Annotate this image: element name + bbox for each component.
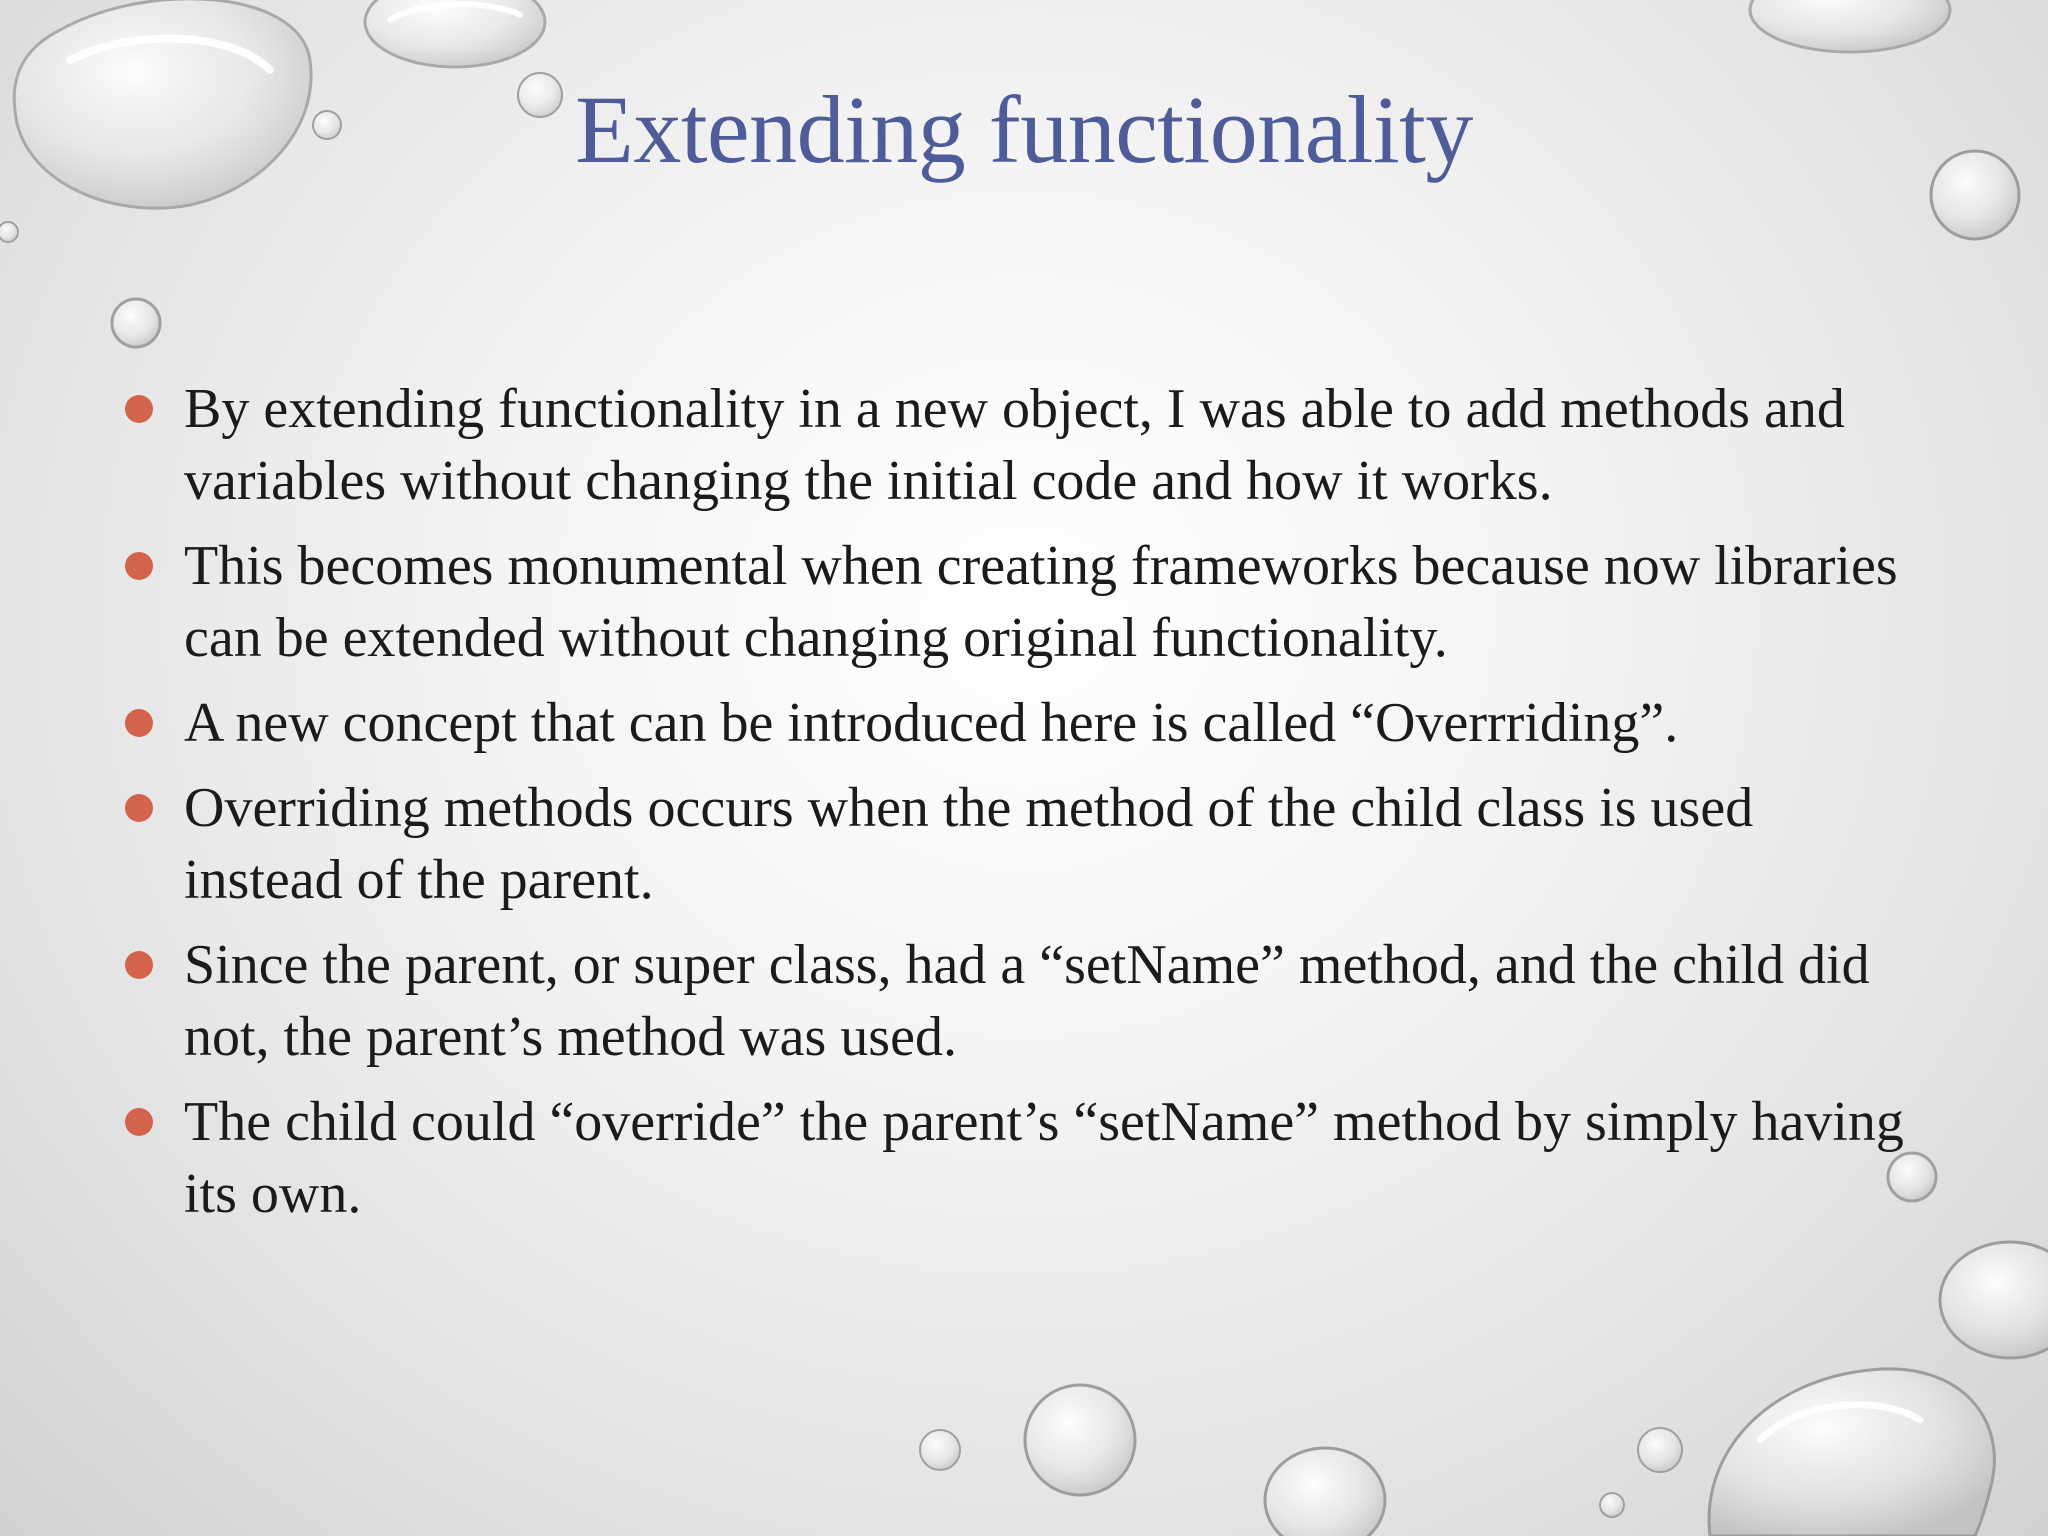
bullet-dot-icon <box>125 709 153 737</box>
bullet-dot-icon <box>125 395 153 423</box>
bullet-item <box>125 373 1905 517</box>
bullet-dot-icon <box>125 1108 153 1136</box>
bullet-dot-icon <box>125 794 153 822</box>
drop-top-right <box>1750 0 1950 52</box>
bullet-text: This becomes monumental when creating frameworks because now libraries can be extended without changing original functionality. <box>184 535 1898 669</box>
bullet-dot-icon <box>125 951 153 979</box>
bullet-item <box>125 772 1905 916</box>
bullet-text: The child could “override” the parent’s “setName” method by simply having its own. <box>184 1091 1904 1225</box>
bullet-text: By extending functionality in a new object, I was able to add methods and variables without changing the initial code and how it works. <box>184 378 1845 512</box>
bullet-text: A new concept that can be introduced here is called “Overrriding”. <box>184 692 1679 754</box>
bottom-drops <box>1025 1242 2048 1536</box>
bullet-list <box>125 373 1905 1243</box>
bullet-item <box>125 1086 1905 1230</box>
bullet-item <box>125 687 1905 759</box>
bullet-text: Overriding methods occurs when the method of the child class is used instead of the parent. <box>184 777 1754 911</box>
slide-title: Extending functionality <box>575 76 1473 183</box>
bullet-item <box>125 929 1905 1073</box>
bullet-text: Since the parent, or super class, had a “setName” method, and the child did not, the parent’s method was used. <box>184 934 1870 1068</box>
bullet-dot-icon <box>125 552 153 580</box>
drop-top-center <box>365 0 545 67</box>
bullet-item <box>125 530 1905 674</box>
